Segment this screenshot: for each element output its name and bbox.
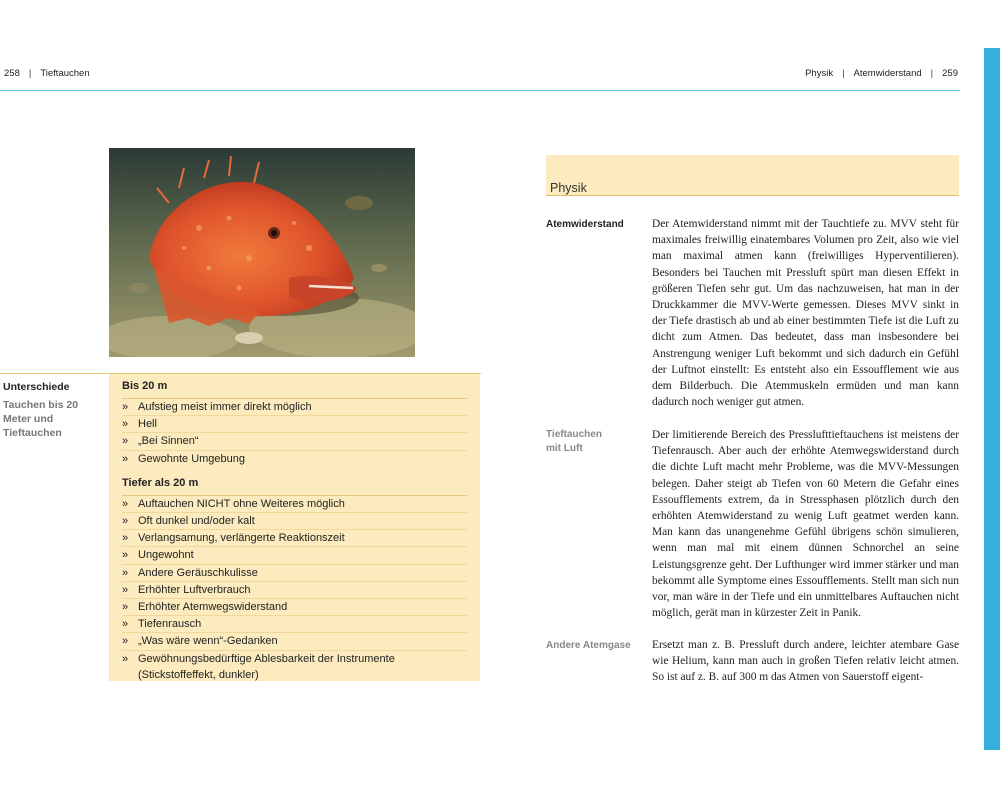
list-item: » „Bei Sinnen“ <box>122 432 467 449</box>
differences-label-title: Unterschiede <box>3 381 70 393</box>
header-rule <box>0 90 960 91</box>
group1-list <box>122 398 467 467</box>
list-item: » Gewohnte Umgebung <box>122 450 467 467</box>
section-text-atemwiderstand: Der Atemwiderstand nimmt mit der Tauchtiefe zu. MVV steht für maximales freiwillig einatembares Volumen pro Zeit, also wie viel man maximal atmen kann (freiwilliges Hyperventilieren). Besonders bei Tauchen mit Pressluft spürt man diesen Effekt in größeren Tiefen sehr gut. Um das nachzuweisen, hat man in der Druckkammer die MVV-Werte gemessen. Dieses MVV sinkt in der Tiefe drastisch ab und ab einer bestimmten Tiefe ist die Luft zu dicht zum Atmen. Das bedeutet, dass man insbesondere bei Anstrengung weniger Luft bekommt und sich dadurch ein Gefühl der Luftnot einstellt: Es entsteht also ein Essoufflement wie aus dem Bilderbuch. Die Atemmuskeln ermüden und man kann dadurch noch weniger gut atmen. <box>652 218 959 409</box>
right-page-title: Atemwiderstand <box>853 68 922 79</box>
list-item: » Erhöhter Luftverbrauch <box>122 581 467 598</box>
list-item: » Auftauchen NICHT ohne Weiteres möglich <box>122 495 467 512</box>
group1-heading: Bis 20 m <box>122 380 168 392</box>
list-item: » „Was wäre wenn“-Gedanken <box>122 632 467 649</box>
right-section-title: Physik <box>805 68 834 79</box>
left-page-header <box>4 68 90 79</box>
left-page-number: 258 <box>4 68 20 79</box>
right-page-number: 259 <box>942 68 958 79</box>
list-item: » Erhöhter Atemwegswiderstand <box>122 598 467 615</box>
section-text-andere-atemgase: Ersetzt man z. B. Pressluft durch andere, leichter atembare Gase wie Helium, kann man auch in großen Tiefen relativ leicht atmen. So ist auf z. B. auf 300 m das Atmen von Sauerstoff eigent- <box>652 639 959 684</box>
list-item: » Ungewohnt <box>122 546 467 563</box>
list-item: » Tiefenrausch <box>122 615 467 632</box>
section-label-tieftauchen-mit-luft: Tieftauchen mit Luft <box>546 429 602 454</box>
list-item: » Aufstieg meist immer direkt möglich <box>122 398 467 415</box>
left-page-title: Tieftauchen <box>40 68 90 79</box>
group2-heading: Tiefer als 20 m <box>122 476 199 489</box>
differences-label-subtitle: Tauchen bis 20 Meter und Tieftauchen <box>3 399 79 439</box>
differences-side-label <box>3 380 103 440</box>
group2-list <box>122 495 467 683</box>
list-item: » Gewöhnungsbedürftige Ablesbarkeit der Instrumente (Stickstoffeffekt, dunkler) <box>122 650 467 683</box>
header-separator: | <box>930 68 934 79</box>
list-item: » Hell <box>122 415 467 432</box>
list-item: » Verlangsamung, verlängerte Reaktionszeit <box>122 529 467 546</box>
header-separator: | <box>28 68 32 79</box>
header-separator: | <box>842 68 845 79</box>
physik-heading: Physik <box>550 181 587 195</box>
right-page-header <box>805 68 958 79</box>
chapter-side-tab <box>984 48 1000 750</box>
physik-heading-box <box>546 155 959 196</box>
differences-box <box>109 374 480 681</box>
section-label-atemwiderstand: Atemwiderstand <box>546 219 624 230</box>
section-text-tieftauchen-mit-luft: Der limitierende Bereich des Presslufttieftauchens ist meistens der Tiefenrausch. Aber auch der erhöhte Atemwegswiderstand durch die dichte Luft macht mehr Probleme, was die MVV-Messungen belegen. Daher steigt ab Tiefen von 60 Metern die Gefahr eines Essoufflements extrem, da in Stressphasen plötzlich durch den erhöhten Atemwiderstand zu wenig Luft geatmet werden kann. Man kann das unangenehme Gefühl übrigens schön simulieren, wenn man mal mit einem dünnen Schnorchel an seine Leistungsgrenze geht. Der Lufthunger wird immer stärker und man bekommt alle Symptome eines Essoufflements. Stellt man sich nun vor, man wäre in der Tiefe und ein unmittelbares Auftauchen nicht möglich, gerät man in kürzester Zeit in Panik. <box>652 429 959 620</box>
section-label-andere-atemgase: Andere Atemgase <box>546 640 631 651</box>
scorpionfish-photo <box>109 148 415 357</box>
list-item: » Oft dunkel und/oder kalt <box>122 512 467 529</box>
list-item: » Andere Geräuschkulisse <box>122 564 467 581</box>
